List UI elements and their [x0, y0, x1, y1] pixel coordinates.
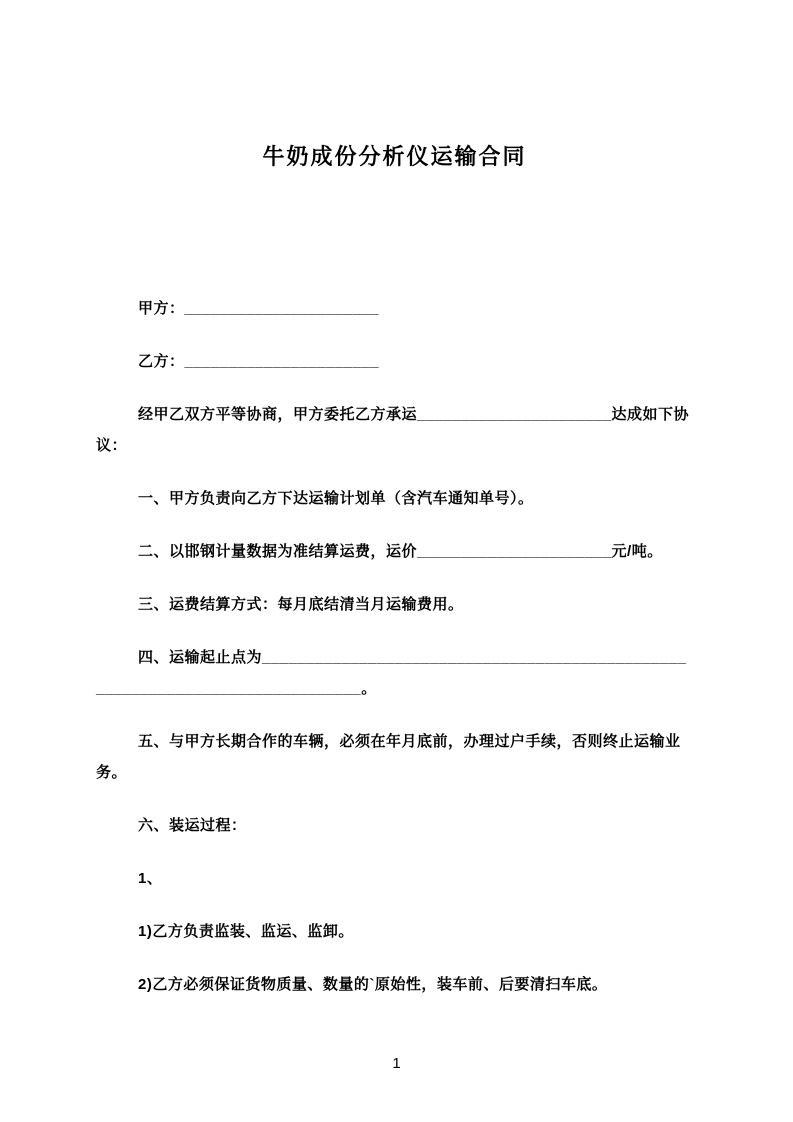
- paragraph-clause-6: 六、装运过程：: [138, 817, 247, 834]
- paragraph-preamble: 经甲乙双方平等协商，甲方委托乙方承运______________________达成如下协议：: [96, 406, 690, 454]
- document-title: 牛奶成份分析仪运输合同: [262, 144, 527, 169]
- paragraph-clause-3: 三、运费结算方式：每月底结清当月运输费用。: [138, 596, 464, 613]
- paragraph-subitem-2: 2)乙方必须保证货物质量、数量的`原始性，装车前、后要清扫车底。: [138, 976, 608, 993]
- paragraph-subitem-1: 1)乙方负责监装、监运、监卸。: [138, 923, 354, 940]
- paragraph-clause-5: 五、与甲方长期合作的车辆，必须在年月底前，办理过户手续，否则终止运输业务。: [96, 733, 681, 781]
- paragraph-clause-4: 四、运输起止点为______________________________________________________________________________。: [96, 649, 687, 697]
- paragraph-party-b: 乙方：______________________: [138, 353, 380, 370]
- paragraph-party-a: 甲方：______________________: [138, 300, 380, 317]
- paragraph-item-1: 1、: [138, 870, 163, 887]
- page-number: 1: [392, 1055, 401, 1072]
- paragraph-clause-1: 一、甲方负责向乙方下达运输计划单（含汽车通知单号）。: [138, 490, 534, 507]
- paragraph-clause-2: 二、以邯钢计量数据为准结算运费，运价______________________元/吨。: [138, 543, 663, 560]
